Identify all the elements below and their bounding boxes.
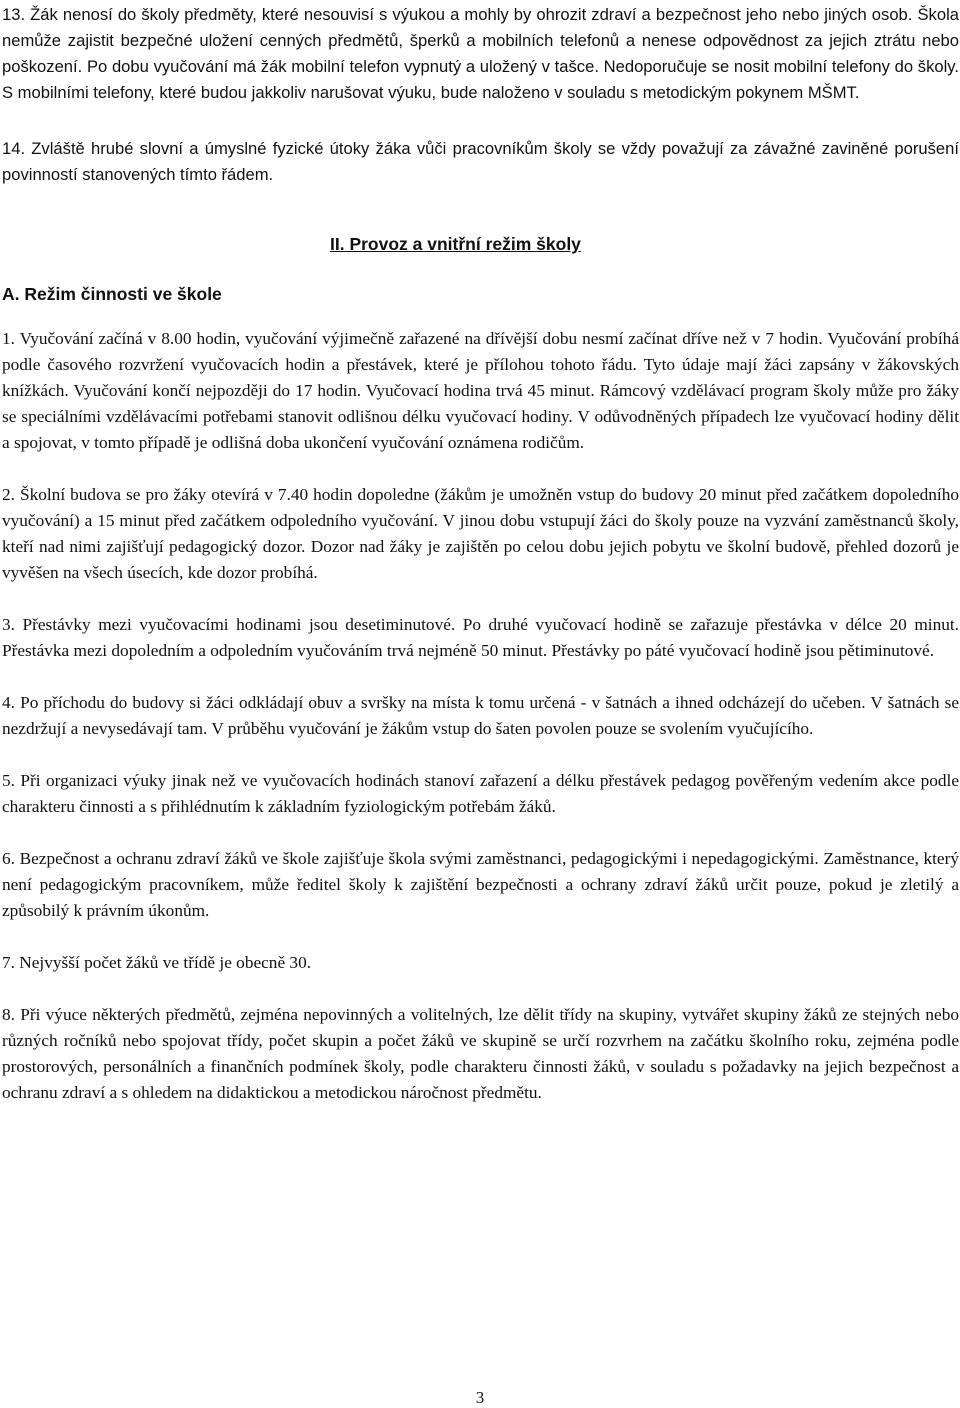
paragraph-4: 4. Po příchodu do budovy si žáci odkládají obuv a svršky na místa k tomu určená - v šatnách a ihned odcházejí do učeben. V šatnách se nezdržují a nevysedávají tam. V průběhu vyučování je žákům vstup do šaten povolen pouze se svolením vyučujícího. (2, 693, 959, 738)
paragraph-13-sentence-5: S mobilními telefony, které budou jakkoliv narušovat výuku, bude naloženo v souladu s metodickým pokynem MŠMT. (2, 83, 860, 102)
heading-block (2, 234, 959, 326)
section-title: II. Provoz a vnitřní režim školy (330, 234, 581, 254)
paragraph-6: 6. Bezpečnost a ochranu zdraví žáků ve škole zajišťuje škola svými zaměstnanci, pedagogickými i nepedagogickými. Zaměstnance, který není pedagogickým pracovníkem, může ředitel školy k zajištění bezpečnosti a ochrany zdraví žáků určit pouze, pokud je zletilý a způsobilý k právním úkonům. (2, 849, 959, 920)
paragraph-14 (2, 136, 959, 188)
paragraph-1: 1. Vyučování začíná v 8.00 hodin, vyučování výjimečně zařazené na dřívější dobu nesmí začínat dříve než v 7 hodin. Vyučování probíhá podle časového rozvržení vyučovacích hodin a přestávek, které je přílohou tohoto řádu. Tyto údaje mají žáci zapsány v žákovských knížkách. Vyučování končí nejpozději do 17 hodin. Vyučovací hodina trvá 45 minut. Rámcový vzdělávací program školy může pro žáky se speciálními vzdělávacími potřebami stanovit odlišnou délku vyučovací hodiny. V odůvodněných případech lze vyučovací hodiny dělit a spojovat, v tomto případě je odlišná doba ukončení vyučování oznámena rodičům. (2, 329, 959, 452)
paragraph-13-sentence-1: 13. Žák nenosí do školy předměty, které nesouvisí s výukou a mohly by ohrozit zdraví a bezpečnost jeho nebo jiných osob. (2, 5, 913, 24)
paragraph-14-text: 14. Zvláště hrubé slovní a úmyslné fyzické útoky žáka vůči pracovníkům školy se vždy považují za závažné zaviněné porušení povinností stanovených tímto řádem. (2, 139, 959, 184)
paragraph-13-sentence-3: Po dobu vyučování má žák mobilní telefon vypnutý a uložený v tašce. (82, 57, 599, 76)
paragraph-8: 8. Při výuce některých předmětů, zejména nepovinných a volitelných, lze dělit třídy na skupiny, vytvářet skupiny žáků ze stejných nebo různých ročníků nebo spojovat třídy, počet skupin a počet žáků ve skupině se určí rozvrhem na začátku školního roku, zejména podle prostorových, personálních a finančních podmínek školy, podle charakteru činnosti žáků, v souladu s požadavky na jejich bezpečnost a ochranu zdraví a s ohledem na didaktickou a metodickou náročnost předmětu. (2, 1005, 959, 1102)
paragraph-5: 5. Při organizaci výuky jinak než ve vyučovacích hodinách stanoví zařazení a délku přestávek pedagog pověřeným vedením akce podle charakteru činnosti a s přihlédnutím k základním fyziologickým potřebám žáků. (2, 771, 959, 816)
paragraph-7: 7. Nejvyšší počet žáků ve třídě je obecně 30. (2, 953, 312, 972)
paragraph-13-sentence-4: Nedoporučuje se nosit mobilní telefony do školy. (598, 57, 959, 76)
document-page (2, 2, 959, 1106)
paragraph-13-sentence-2: Škola nemůže zajistit bezpečné uložení cenných předmětů, šperků a mobilních telefonů a nenese odpovědnost za jejich ztrátu nebo poškození. (2, 5, 959, 76)
paragraph-3: 3. Přestávky mezi vyučovacími hodinami jsou desetiminutové. Po druhé vyučovací hodině se zařazuje přestávka v délce 20 minut. Přestávka mezi dopoledním a odpoledním vyučováním trvá nejméně 50 minut. Přestávky po páté vyučovací hodině jsou pětiminutové. (2, 615, 959, 660)
page-number: 3 (475, 1388, 485, 1407)
paragraph-2: 2. Školní budova se pro žáky otevírá v 7.40 hodin dopoledne (žákům je umožněn vstup do budovy 20 minut před začátkem dopoledního vyučování) a 15 minut před začátkem odpoledního vyučování. V jinou dobu vstupují žáci do školy pouze na vyzvání zaměstnanců školy, kteří nad nimi zajišťují pedagogický dozor. Dozor nad žáky je zajištěn po celou dobu jejich pobytu ve školní budově, přehled dozorů je vyvěšen na všech úsecích, kde dozor probíhá. (2, 485, 959, 582)
paragraph-13 (2, 2, 959, 106)
subsection-title: A. Režim činnosti ve škole (2, 284, 222, 304)
